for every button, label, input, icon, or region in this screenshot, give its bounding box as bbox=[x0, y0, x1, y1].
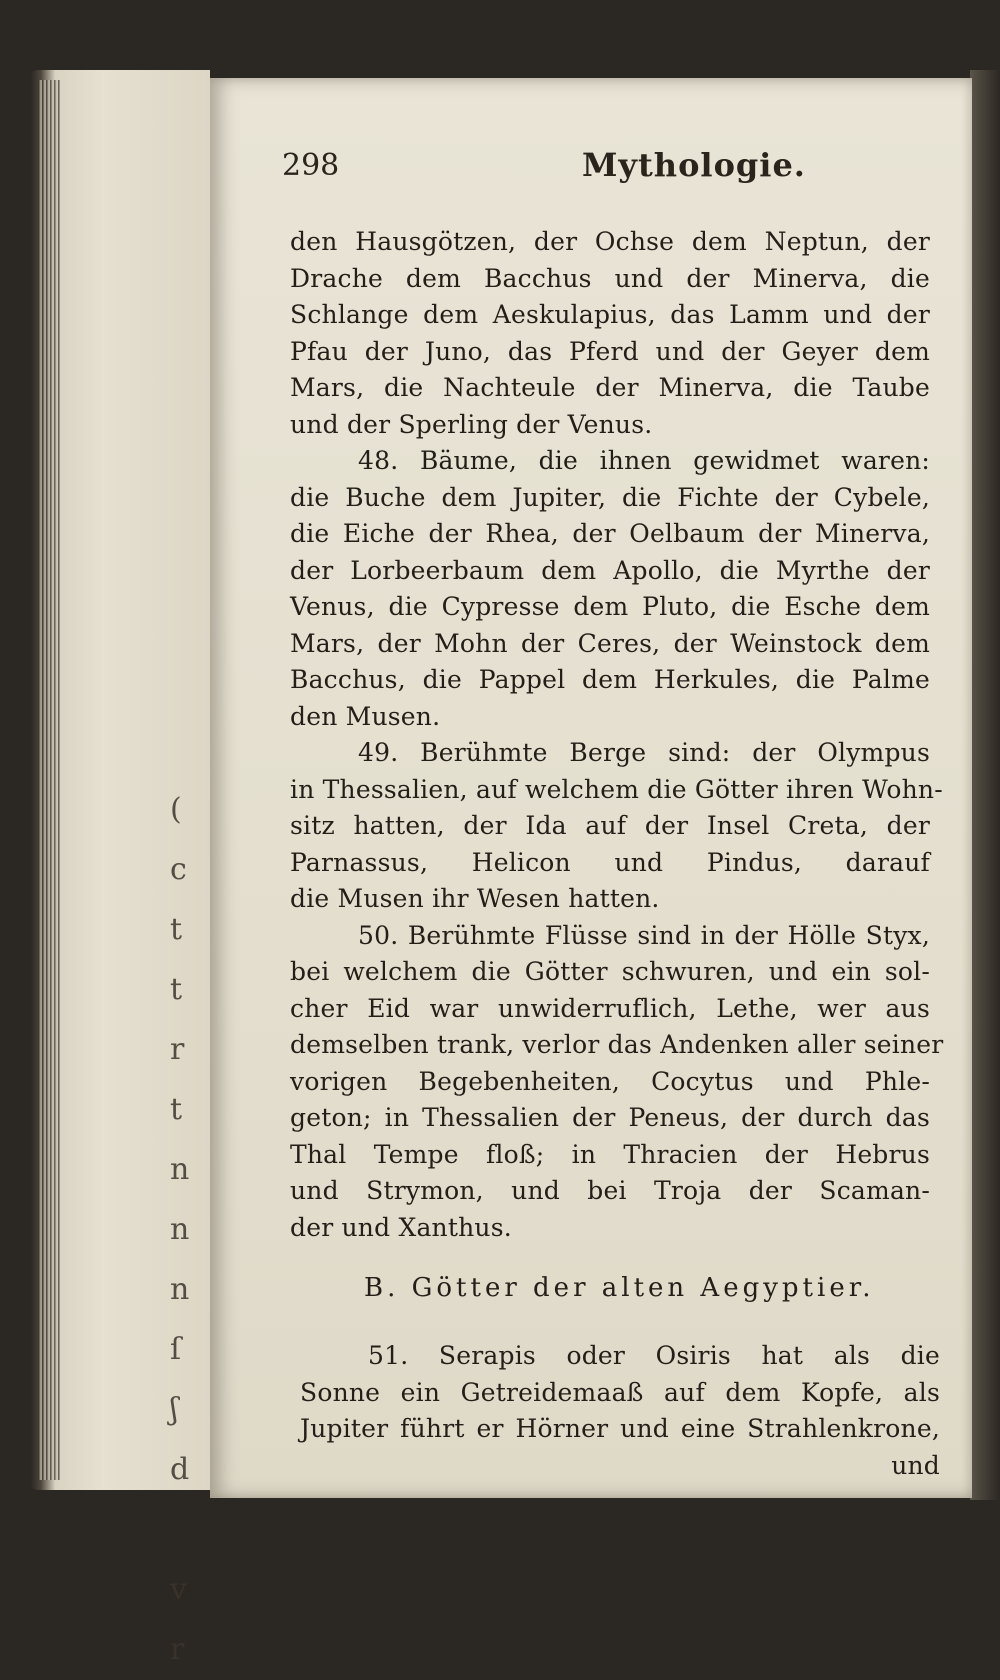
text-line: der Lorbeerbaum dem Apollo, die Myrthe der bbox=[290, 555, 930, 585]
section-heading: B. Götter der alten Aegyptier. bbox=[364, 1273, 875, 1303]
page-header bbox=[282, 148, 902, 198]
text-line: die Eiche der Rhea, der Oelbaum der Minerva, bbox=[290, 519, 930, 548]
text-line: die Musen ihr Wesen hatten. bbox=[290, 884, 660, 913]
text-line: bei welchem die Götter schwuren, und ein sol- bbox=[290, 957, 930, 986]
running-title: Mythologie. bbox=[582, 146, 806, 184]
catchword: und bbox=[891, 1450, 940, 1480]
paragraph-49-start: 49. Berühmte Berge sind: der Olympus bbox=[358, 738, 930, 767]
book-page bbox=[210, 78, 972, 1498]
text-line: vorigen Begebenheiten, Cocytus und Phle- bbox=[290, 1066, 930, 1096]
paragraph-51-start: 51. Serapis oder Osiris hat als die bbox=[368, 1341, 940, 1370]
text-line: sitz hatten, der Ida auf der Insel Creta, der bbox=[290, 811, 930, 840]
book-right-shadow bbox=[970, 70, 1000, 1500]
text-line: geton; in Thessalien der Peneus, der durch das bbox=[290, 1103, 930, 1132]
text-line: und der Sperling der Venus. bbox=[290, 409, 653, 439]
text-line: die Buche dem Jupiter, die Fichte der Cybele, bbox=[290, 482, 930, 512]
facing-page-bleed: ( c t t r t n n n ſ ʃ d v r bbox=[170, 792, 190, 1667]
text-line: Mars, der Mohn der Ceres, der Weinstock dem bbox=[290, 628, 930, 658]
text-line: und Strymon, und bei Troja der Scaman- bbox=[290, 1176, 930, 1205]
text-line: Schlange dem Aeskulapius, das Lamm und der bbox=[290, 300, 930, 329]
text-line: der und Xanthus. bbox=[290, 1212, 512, 1242]
text-line: Jupiter führt er Hörner und eine Strahlenkrone, bbox=[300, 1414, 940, 1443]
paragraph-50-start: 50. Berühmte Flüsse sind in der Hölle Styx, bbox=[358, 920, 930, 950]
paragraph-51 bbox=[300, 1338, 940, 1484]
text-line: Sonne ein Getreidemaaß auf dem Kopfe, als bbox=[300, 1377, 940, 1407]
text-line: Pfau der Juno, das Pferd und der Geyer dem bbox=[290, 336, 930, 366]
body-text bbox=[290, 224, 944, 1246]
text-line: Mars, die Nachteule der Minerva, die Taube bbox=[290, 373, 930, 402]
paragraph-48-start: 48. Bäume, die ihnen gewidmet waren: bbox=[358, 446, 930, 475]
text-line: Bacchus, die Pappel dem Herkules, die Palme bbox=[290, 665, 930, 694]
text-line: den Hausgötzen, der Ochse dem Neptun, der bbox=[290, 227, 930, 256]
text-line: Parnassus, Helicon und Pindus, darauf bbox=[290, 847, 930, 877]
text-line: in Thessalien, auf welchem die Götter ihren Wohn- bbox=[290, 774, 943, 804]
text-line: den Musen. bbox=[290, 701, 441, 731]
text-line: demselben trank, verlor das Andenken aller seiner bbox=[290, 1030, 944, 1059]
text-line: cher Eid war unwiderruflich, Lethe, wer aus bbox=[290, 993, 930, 1023]
page-stack-edge bbox=[38, 80, 60, 1480]
page-number: 298 bbox=[282, 148, 340, 183]
text-line: Drache dem Bacchus und der Minerva, die bbox=[290, 263, 930, 293]
text-line: Thal Tempe floß; in Thracien der Hebrus bbox=[290, 1139, 930, 1169]
text-line: Venus, die Cypresse dem Pluto, die Esche dem bbox=[290, 592, 930, 621]
